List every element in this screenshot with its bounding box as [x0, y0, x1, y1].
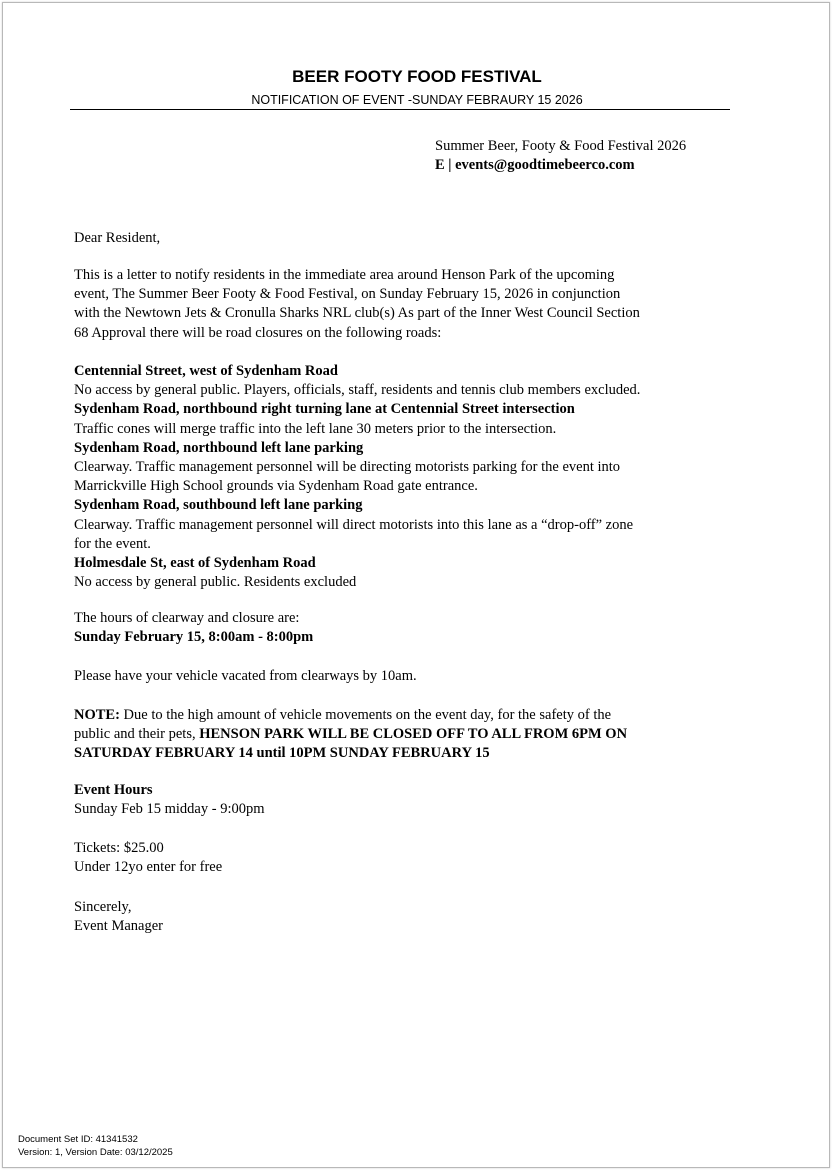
sender-email[interactable]: events@goodtimebeerco.com — [455, 157, 635, 173]
road-detail: Clearway. Traffic management personnel will direct motorists into this lane as a “drop-off” zone — [74, 516, 634, 533]
document-subtitle: NOTIFICATION OF EVENT -SUNDAY FEBRAURY 15 2026 — [251, 93, 583, 107]
road-closure-item — [74, 439, 734, 497]
note-label: NOTE: — [74, 707, 120, 723]
ticket-price: Tickets: $25.00 — [74, 840, 164, 856]
road-detail: Marrickville High School grounds via Sydenham Road gate entrance. — [74, 478, 478, 495]
signature-block — [74, 898, 734, 936]
note-text: public and their pets, — [74, 726, 200, 743]
note-line — [74, 706, 734, 725]
event-hours-value: Sunday Feb 15 midday - 9:00pm — [74, 801, 265, 818]
event-hours — [74, 781, 734, 819]
closure-hours — [74, 609, 734, 647]
closing: Sincerely, — [74, 899, 132, 915]
note-warning: SATURDAY FEBRUARY 14 until 10PM SUNDAY FEBRUARY 15 — [74, 745, 490, 762]
road-title: Centennial Street, west of Sydenham Road — [74, 363, 338, 379]
version-info: Version: 1, Version Date: 03/12/2025 — [18, 1146, 173, 1158]
document-set-id: Document Set ID: 41341532 — [18, 1134, 138, 1145]
intro-line: with the Newtown Jets & Cronulla Sharks NRL club(s) As part of the Inner West Council Section — [74, 305, 640, 322]
road-detail: Traffic cones will merge traffic into the left lane 30 meters prior to the intersection. — [74, 420, 557, 437]
road-closure-item — [74, 400, 734, 438]
header-divider — [70, 109, 730, 110]
document-footer — [18, 1134, 173, 1159]
road-title: Sydenham Road, southbound left lane parking — [74, 497, 363, 514]
intro-line: This is a letter to notify residents in the immediate area around Henson Park of the upcoming — [74, 267, 615, 283]
road-title: Sydenham Road, northbound right turning lane at Centennial Street intersection — [74, 401, 575, 418]
road-closures-list — [74, 362, 734, 592]
road-closure-item — [74, 554, 734, 592]
note-line — [74, 725, 734, 744]
road-detail: No access by general public. Residents excluded — [74, 574, 357, 591]
vacate-notice: Please have your vehicle vacated from clearways by 10am. — [74, 668, 417, 684]
free-entry-note: Under 12yo enter for free — [74, 859, 223, 876]
intro-line: event, The Summer Beer Footy & Food Festival, on Sunday February 15, 2026 in conjunction — [74, 286, 621, 303]
intro-paragraph — [74, 266, 734, 343]
road-closure-item — [74, 362, 734, 400]
sender-email-line — [435, 156, 686, 175]
road-title: Sydenham Road, northbound left lane parking — [74, 439, 364, 456]
email-label: E | — [435, 157, 452, 173]
road-detail: for the event. — [74, 535, 151, 552]
road-closure-item — [74, 496, 734, 554]
signoff: Event Manager — [74, 918, 163, 935]
intro-line: 68 Approval there will be road closures on the following roads: — [74, 324, 442, 341]
road-title: Holmesdale St, east of Sydenham Road — [74, 555, 316, 572]
document-title: BEER FOOTY FOOD FESTIVAL — [292, 67, 542, 86]
note-paragraph — [74, 706, 734, 764]
road-detail: Clearway. Traffic management personnel will be directing motorists parking for the event into — [74, 459, 621, 476]
note-warning: HENSON PARK WILL BE CLOSED OFF TO ALL FROM 6PM ON — [199, 726, 628, 743]
closure-hours-value: Sunday February 15, 8:00am - 8:00pm — [74, 629, 314, 646]
closure-hours-intro: The hours of clearway and closure are: — [74, 610, 300, 626]
note-text: Due to the high amount of vehicle movements on the event day, for the safety of the — [119, 707, 612, 723]
sender-block — [435, 137, 686, 175]
ticket-info — [74, 839, 734, 877]
salutation: Dear Resident, — [74, 230, 161, 246]
road-detail: No access by general public. Players, officials, staff, residents and tennis club members excluded. — [74, 382, 641, 399]
sender-event-name: Summer Beer, Footy & Food Festival 2026 — [435, 138, 687, 154]
event-hours-title: Event Hours — [74, 782, 153, 798]
